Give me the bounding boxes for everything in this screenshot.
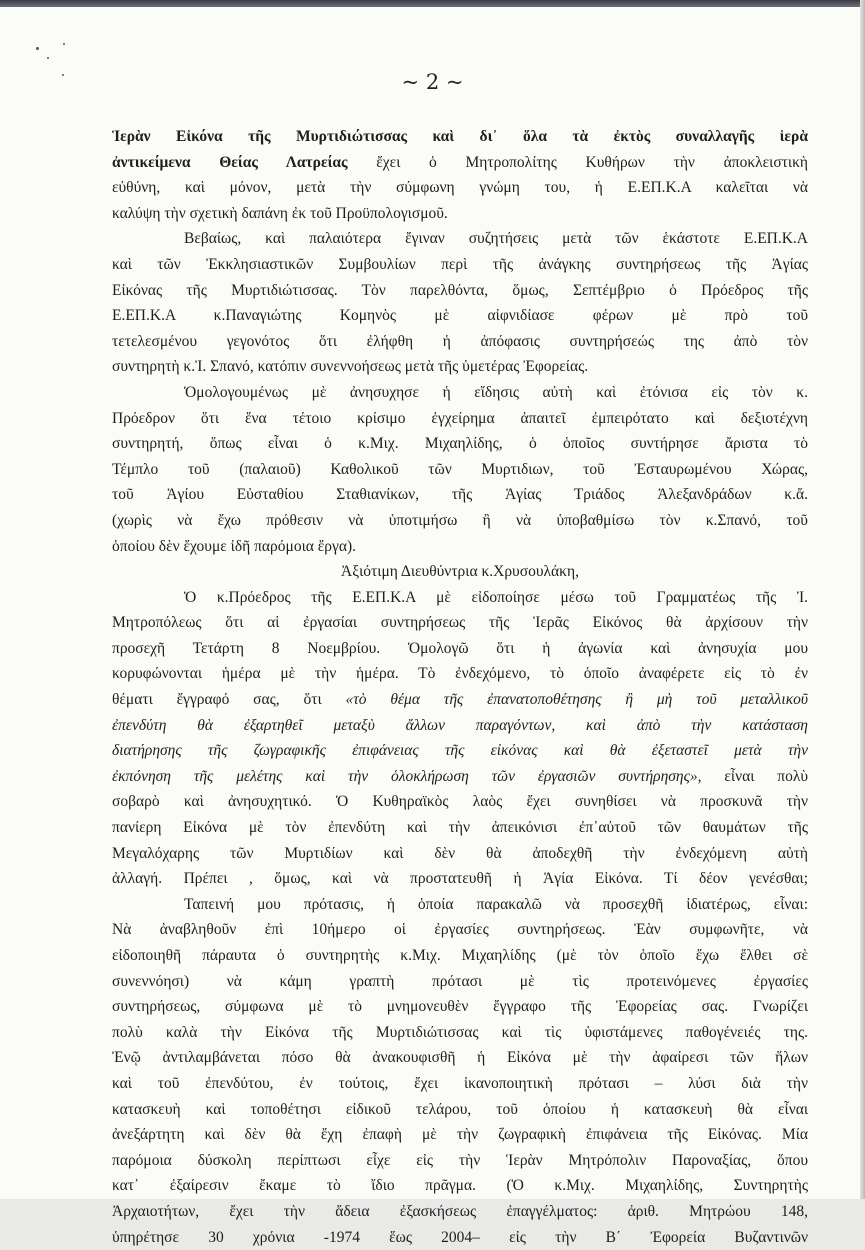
text-segment: Ἀρχαιοτήτων, ἔχει τὴν ἄδεια ἐξασκήσεως ἐπαγγέλματος: ἀριθ. Μητρώου 148,: [112, 1202, 808, 1220]
text-line: [112, 1020, 808, 1046]
text-segment: καὶ τοῦ ἐπενδύτου, ἐν τούτοις, ἔχει ἱκανοποιητικὴ πρότασι – λύσι διὰ τὴν: [112, 1074, 808, 1092]
text-line: [112, 789, 808, 815]
text-line: [112, 1225, 808, 1250]
text-line: [112, 636, 808, 662]
text-segment: Τέμπλο τοῦ (παλαιοῦ) Καθολικοῦ τῶν Μυρτιδιων, τοῦ Ἐσταυρωμένου Χώρας,: [112, 460, 808, 478]
text-segment: κατασκευὴ καὶ τοποθέτησι εἰδικοῦ τελάρου, τοῦ ὁποίου ἡ κατασκευὴ θὰ εἶναι: [112, 1100, 808, 1118]
text-line: [112, 943, 808, 969]
text-segment: κατ᾽ ἐξαίρεσιν ἔκαμε τὸ ἴδιο πρᾶγμα. (Ὁ κ.Μιχ. Μιχαηλίδης, Συντηρητὴς: [112, 1177, 808, 1195]
text-segment: Πρόεδρον ὅτι ἕνα τέτοιο κρίσιμο ἐγχείρημα ἀπαιτεῖ ἐμπειρότατο καὶ δεξιοτέχνη: [112, 409, 808, 427]
text-segment: Νὰ ἀναβληθοῦν ἐπὶ 10ήμερο οἱ ἐργασίες συντηρήσεως. Ἐὰν συμφωνῆτε, νὰ: [112, 921, 808, 939]
text-segment: καὶ τῶν Ἐκκλησιαστικῶν Συμβουλίων περὶ τῆς ἀνάγκης συντηρήσεως τῆς Ἁγίας: [112, 255, 808, 273]
text-line: [112, 841, 808, 867]
text-line: [112, 303, 808, 329]
text-segment: Ὁ κ.Πρόεδρος τῆς Ε.ΕΠ.Κ.Α μὲ εἰδοποίησε μέσω τοῦ Γραμματέως τῆς Ἰ.: [184, 588, 808, 606]
scan-speck: [47, 57, 49, 59]
scan-speck: [63, 43, 65, 45]
text-line: [112, 969, 808, 995]
text-segment: πολὺ καλὰ τὴν Εἰκόνα τῆς Μυρτιδιώτισσας καὶ τὶς ὑφιστάμενες παθογένειές της.: [112, 1023, 808, 1041]
text-segment: ἀλλαγή. Πρέπει , ὅμως, καὶ νὰ προστατευθῆ ἡ Ἁγία Εἰκόνα. Τί δέον γενέσθαι;: [112, 870, 808, 888]
text-segment: συνεννόησι) νὰ κάμη γραπτὴ πρότασι μὲ τὶς προτεινόμενες ἐργασίες: [112, 972, 808, 990]
text-segment: παρόμοια δύσκολη περίπτωσι εἶχε εἰς τὴν Ἱερὰν Μητρόπολιν Παροναξίας, ὅπου: [112, 1151, 808, 1169]
text-segment: τετελεσμένου γεγονότος ὅτι ἐλήφθη ἡ ἀπόφασις συντηρήσεώς της ἀπὸ τὸν: [112, 332, 808, 350]
text-line: [112, 278, 808, 304]
text-segment: Ἐνῷ ἀντιλαμβάνεται πόσο θὰ ἀνακουφισθῆ ἡ Εἰκόνα μὲ τὴν ἀφαίρεσι τῶν ἥλων: [112, 1049, 808, 1067]
text-line: [112, 329, 808, 355]
text-line: [112, 892, 808, 918]
text-line: [112, 1122, 808, 1148]
text-segment: τοῦ Ἁγίου Εὐσταθίου Σταθιανίκων, τῆς Ἁγίας Τριάδος Ἀλεξανδράδων κ.ἄ.: [112, 486, 808, 504]
text-segment: εὐθύνη, καὶ μόνον, μετὰ τὴν σύμφωνη γνώμη του, ἡ Ε.ΕΠ.Κ.Α καλεῖται νὰ: [112, 179, 808, 197]
text-line: [112, 1045, 808, 1071]
letter-body: [112, 124, 808, 1250]
text-line: [112, 1148, 808, 1174]
text-segment: σοβαρὸ καὶ ἀνησυχητικό. Ὁ Κυθηραϊκὸς λαὸς ἔχει συνηθίσει νὰ προσκυνᾶ τὴν: [112, 793, 808, 811]
text-segment: ἔχει ὁ Μητροπολίτης Κυθήρων τὴν ἀποκλειστικὴ: [347, 153, 808, 171]
text-segment: καλύψη τὴν σχετικὴ δαπάνη ἐκ τοῦ Προϋπολογισμοῦ.: [112, 204, 448, 222]
text-segment: εἰδοποιηθῆ πάραυτα ὁ συντηρητὴς κ.Μιχ. Μιχαηλίδης (μὲ τὸν ὁποῖο ἔχω ἔλθει σὲ: [112, 947, 808, 964]
text-line: [112, 1071, 808, 1097]
text-segment: (χωρὶς νὰ ἔχω πρόθεσιν νὰ ὑποτιμήσω ἢ νὰ ὑποβαθμίσω τὸν κ.Σπανό, τοῦ: [112, 511, 808, 529]
text-line: [112, 687, 808, 713]
text-segment: Βεβαίως, καὶ παλαιότερα ἔγιναν συζητήσεις μετὰ τῶν ἑκάστοτε Ε.ΕΠ.Κ.Α: [184, 230, 808, 248]
text-line: [112, 713, 808, 739]
text-segment: ἐκπόνηση τῆς μελέτης καὶ τὴν ὁλοκλήρωση τῶν ἐργασιῶν συντήρησης»: [112, 767, 698, 785]
text-line: [112, 508, 808, 534]
text-line: [112, 534, 808, 560]
text-line: [112, 380, 808, 406]
text-segment: ἀνεξάρτητη καὶ δὲν θὰ ἔχη ἐπαφὴ μὲ τὴν ζωγραφικὴ ἐπιφάνεια τῆς Εἰκόνας. Μία: [112, 1126, 808, 1144]
text-line: [112, 815, 808, 841]
text-line: [112, 764, 808, 790]
text-segment: Εἰκόνας τῆς Μυρτιδιώτισσας. Τὸν παρελθόντα, ὅμως, Σεπτέμβριο ὁ Πρόεδρος τῆς: [112, 281, 808, 299]
text-line: [112, 406, 808, 432]
text-segment: κορυφώνονται ἡμέρα μὲ τὴν ἡμέρα. Τὸ ἐνδεχόμενο, τὸ ὁποῖο ἀναφέρετε εἰς τὸ ἐν: [112, 665, 808, 683]
text-line: [112, 252, 808, 278]
text-segment: ὑπηρέτησε 30 χρόνια -1974 ἕως 2004– εἰς τὴν Β΄ Ἐφορεία Βυζαντινῶν: [112, 1228, 808, 1246]
text-line: [112, 610, 808, 636]
text-line: [112, 201, 808, 227]
text-line: [112, 354, 808, 380]
text-segment: Ταπεινή μου πρότασις, ἡ ὁποία παρακαλῶ νὰ προσεχθῆ ἰδιατέρως, εἶναι:: [184, 895, 808, 913]
text-segment: συντηρητὴ κ.Ἰ. Σπανό, κατόπιν συνεννοήσεως μετὰ τῆς ὑμετέρας Ἐφορείας.: [112, 358, 589, 376]
text-segment: ὁποίου δὲν ἔχουμε ἰδῆ παρόμοια ἔργα).: [112, 537, 357, 555]
text-segment: ἐπενδύτη θὰ ἐξαρτηθεῖ μεταξὺ ἄλλων παραγόντων, καὶ ἀπὸ τὴν κατάσταση: [112, 716, 808, 734]
text-line: [112, 1097, 808, 1123]
text-segment: , εἶναι πολὺ: [697, 767, 809, 785]
text-line: [112, 226, 808, 252]
text-line: [112, 917, 808, 943]
text-segment: Ἀξιότιμη Διευθύντρια κ.Χρυσουλάκη,: [341, 563, 579, 581]
text-line: [112, 585, 808, 611]
text-line: [112, 994, 808, 1020]
text-segment: Μητροπόλεως ὅτι αἱ ἐργασίαι συντηρήσεως τῆς Ἱερᾶς Εἰκόνος θὰ ἀρχίσουν τὴν: [112, 614, 808, 632]
text-line: [112, 661, 808, 687]
text-line: [112, 124, 808, 150]
text-segment: πανίερη Εἰκόνα μὲ τὸν ἐπενδύτη καὶ τὴν ἀπεικόνισι ἐπ᾽αὐτοῦ τῶν θαυμάτων τῆς: [112, 819, 808, 837]
text-line: [112, 457, 808, 483]
page-number: ~ 2 ~: [401, 70, 464, 94]
text-line: [112, 1173, 808, 1199]
text-line: [112, 866, 808, 892]
text-segment: Ὁμολογουμένως μὲ ἀνησυχησε ἡ εἴδησις αὐτὴ καὶ ἐτόνισα εἰς τὸν κ.: [184, 383, 808, 401]
text-segment: συντηρήσεως, σύμφωνα μὲ τὸ μνημονευθὲν ἔγγραφο τῆς Ἐφορείας σας. Γνωρίζει: [112, 998, 808, 1016]
text-line: [112, 559, 808, 585]
text-line: [112, 431, 808, 457]
text-segment: ἀντικείμενα Θείας Λατρείας: [112, 153, 348, 171]
scan-speck: [36, 47, 39, 50]
text-line: [112, 1199, 808, 1225]
text-line: [112, 738, 808, 764]
text-segment: συντηρητή, ὅπως εἶναι ὁ κ.Μιχ. Μιχαηλίδης, ὁ ὁποῖος συντήρησε ἄριστα τὸ: [112, 435, 808, 453]
text-segment: Μεγαλόχαρης τῶν Μυρτιδίων καὶ δὲν θὰ ἀποδεχθῆ τὴν ἐνδεχόμενη αὐτὴ: [112, 844, 808, 862]
text-line: [112, 175, 808, 201]
scan-right-edge: [860, 0, 865, 1199]
text-segment: Ἱερὰν Εἰκόνα τῆς Μυρτιδιώτισσας καὶ δι᾽ ὅλα τὰ ἐκτὸς συναλλαγῆς ἱερὰ: [112, 128, 808, 145]
scan-top-edge: [0, 0, 865, 7]
text-segment: θέματι ἔγγραφό σας, ὅτι: [112, 691, 346, 709]
text-segment: διατήρησης τῆς ζωγραφικῆς ἐπιφάνειας τῆς εἰκόνας καὶ θὰ ἐξεταστεῖ μετὰ τὴν: [112, 742, 808, 760]
text-segment: «τὸ θέμα τῆς ἐπανατοποθέτησης ἢ μὴ τοῦ μεταλλικοῦ: [345, 691, 808, 709]
text-line: [112, 150, 808, 176]
text-segment: Ε.ΕΠ.Κ.Α κ.Παναγιώτης Κομηνὸς μὲ αἰφνιδίασε φέρων μὲ πρὸ τοῦ: [112, 307, 808, 325]
text-line: [112, 482, 808, 508]
text-segment: προσεχῆ Τετάρτη 8 Νοεμβρίου. Ὁμολογῶ ὅτι ἡ ἀγωνία καὶ ἀνησυχία μου: [112, 639, 808, 657]
